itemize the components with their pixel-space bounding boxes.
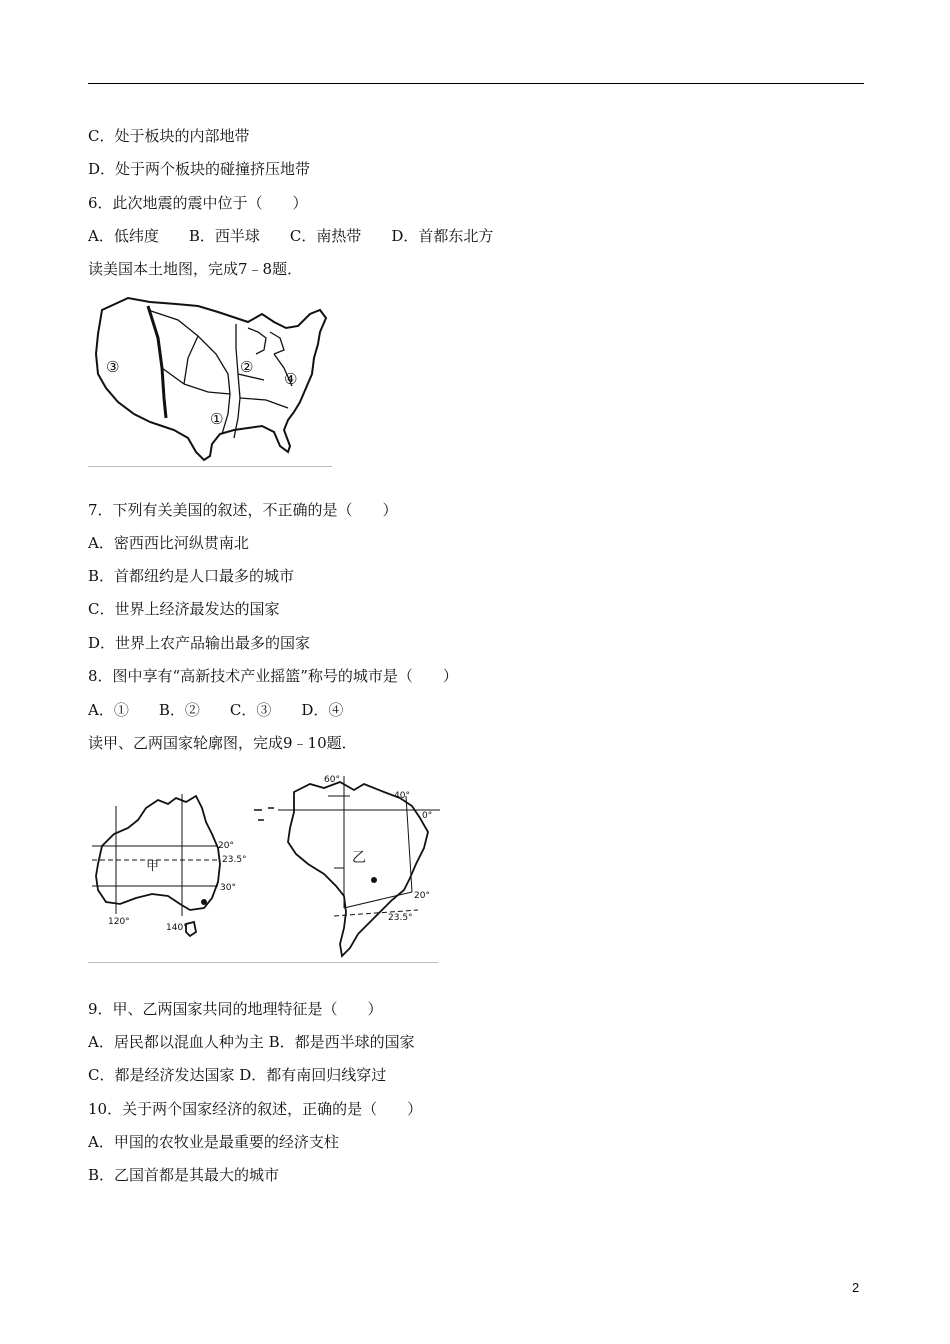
question-6: 6．此次地震的震中位于（ ） [88, 194, 308, 212]
option-5c: C．处于板块的内部地带 [88, 127, 250, 145]
countries-map-underline [88, 962, 438, 963]
instruction-9-10: 读甲、乙两国家轮廓图，完成9﹣10题． [88, 734, 357, 752]
options-9-cd: C．都是经济发达国家 D．都有南回归线穿过 [88, 1066, 387, 1084]
header-rule [88, 83, 864, 84]
option-10a: A．甲国的农牧业是最重要的经济支柱 [88, 1133, 339, 1151]
option-7d: D．世界上农产品输出最多的国家 [88, 634, 311, 652]
usa-map-figure [88, 288, 333, 464]
option-5d: D．处于两个板块的碰撞挤压地带 [88, 160, 311, 178]
aus-lon-120: 120° [108, 917, 130, 927]
countries-map [88, 768, 440, 962]
bra-label: 乙 [352, 850, 366, 866]
options-9-ab: A．居民都以混血人种为主 B．都是西半球的国家 [88, 1033, 415, 1051]
bra-lat-23-5: 23.5° [388, 913, 413, 923]
usa-marker-1: ① [210, 410, 224, 428]
aus-lat-20: 20° [218, 841, 234, 851]
option-7c: C．世界上经济最发达的国家 [88, 600, 280, 618]
question-9: 9．甲、乙两国家共同的地理特征是（ ） [88, 1000, 383, 1018]
usa-map [88, 288, 333, 464]
instruction-7-8: 读美国本土地图，完成7﹣8题． [88, 260, 303, 278]
page-number: 2 [852, 1280, 860, 1295]
usa-marker-2: ② [240, 358, 254, 376]
option-7b: B．首都纽约是人口最多的城市 [88, 567, 295, 585]
bra-lon-40: 40° [394, 791, 410, 801]
countries-map-figure [88, 768, 440, 962]
bra-lat-0: 0° [422, 811, 433, 821]
bra-lat-20: 20° [414, 891, 430, 901]
aus-lat-30: 30° [220, 883, 236, 893]
option-10b: B．乙国首都是其最大的城市 [88, 1166, 280, 1184]
bra-lon-60: 60° [324, 775, 340, 785]
question-8: 8．图中享有“高新技术产业摇篮”称号的城市是（ ） [88, 667, 458, 685]
question-10: 10．关于两个国家经济的叙述，正确的是（ ） [88, 1100, 423, 1118]
options-8: A．① B．② C．③ D．④ [88, 701, 344, 719]
usa-marker-3: ③ [106, 358, 120, 376]
question-7: 7．下列有关美国的叙述，不正确的是（ ） [88, 501, 398, 519]
aus-lon-140: 140° [166, 923, 188, 933]
options-6: A．低纬度 B．西半球 C．南热带 D．首都东北方 [88, 227, 494, 245]
usa-map-underline [88, 466, 332, 467]
aus-lat-23-5: 23.5° [222, 855, 247, 865]
usa-marker-4: ④ [284, 370, 298, 388]
aus-label: 甲 [146, 859, 160, 874]
option-7a: A．密西西比河纵贯南北 [88, 534, 249, 552]
